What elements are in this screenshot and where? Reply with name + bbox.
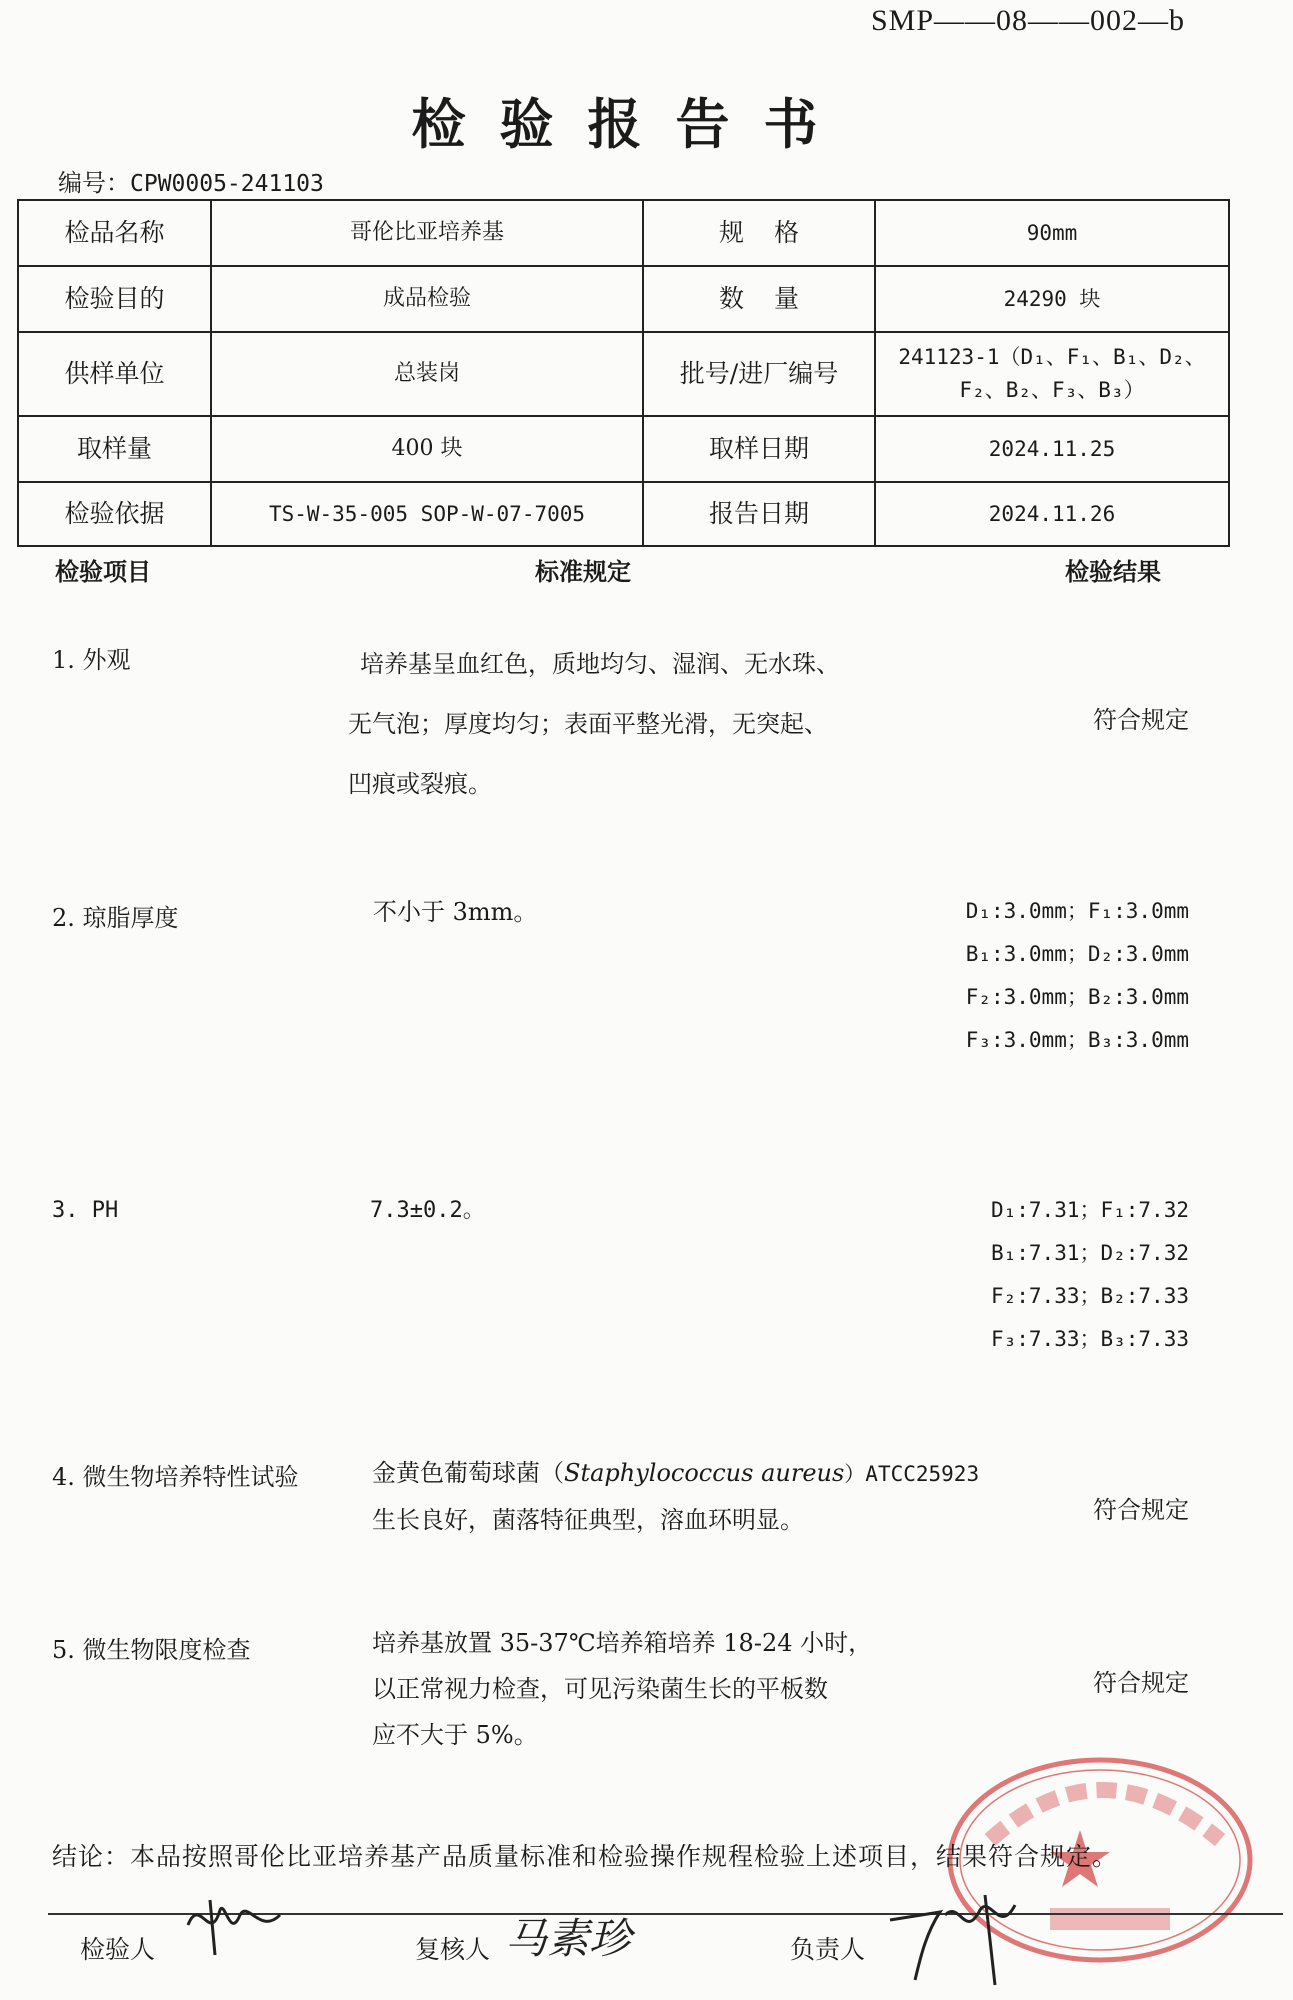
seal-lettering-arc (990, 1790, 1220, 1840)
standard-line (372, 1450, 979, 1497)
inspector-label: 检验人 (80, 1935, 156, 1964)
serial-label: 编号： (58, 169, 130, 197)
standard-line: 凹痕或裂痕。 (348, 770, 492, 798)
purpose-value: 成品检验 (211, 266, 643, 332)
item-results (966, 890, 1189, 1062)
column-header-item: 检验项目 (55, 557, 151, 586)
strain-code: ）ATCC25923 (844, 1462, 980, 1486)
sample-date-label: 取样日期 (643, 416, 875, 482)
result-line: F₃:3.0mm；B₃:3.0mm (965, 1028, 1189, 1052)
standard-line: 以正常视力检查，可见污染菌生长的平板数 (372, 1675, 828, 1703)
supplier-value: 总装岗 (211, 332, 643, 416)
standard-line: 生长良好，菌落特征典型，溶血环明显。 (372, 1506, 804, 1534)
table-row (18, 416, 1229, 482)
table-row (18, 482, 1229, 546)
signature-stroke (945, 1905, 1015, 1921)
batch-line: F₂、B₂、F₃、B₃） (959, 378, 1145, 402)
spec-value: 90mm (875, 200, 1229, 266)
standard-line: 培养基呈血红色，质地均匀、湿润、无水珠、 (360, 650, 840, 678)
sample-label: 取样量 (18, 416, 211, 482)
standard-line: 培养基放置 35-37℃培养箱培养 18-24 小时， (372, 1629, 873, 1657)
report-date-value: 2024.11.26 (875, 482, 1229, 546)
name-value: 哥伦比亚培养基 (211, 200, 643, 266)
basis-value: TS-W-35-005 SOP-W-07-7005 (211, 482, 643, 546)
page-title: 检验报告书 (411, 92, 852, 156)
batch-label: 批号/进厂编号 (643, 332, 875, 416)
signature-stroke (210, 1900, 215, 1955)
item-name: 5. 微生物限度检查 (52, 1636, 251, 1664)
item-standard: 不小于 3mm。 (373, 898, 538, 926)
serial-number (58, 163, 324, 198)
responsible-label: 负责人 (790, 1935, 866, 1964)
qty-label: 数量 (643, 266, 875, 332)
supplier-label: 供样单位 (18, 332, 211, 416)
batch-value (875, 332, 1229, 416)
column-header-standard: 标准规定 (535, 557, 631, 586)
item-standard (372, 1620, 872, 1758)
item-name: 2. 琼脂厚度 (52, 904, 179, 932)
result-line: F₂:3.0mm；B₂:3.0mm (965, 985, 1189, 1009)
basis-label: 检验依据 (18, 482, 211, 546)
signature-stroke (890, 1912, 940, 1980)
item-name: 1. 外观 (52, 646, 131, 674)
result-line: D₁:3.0mm；F₁:3.0mm (965, 899, 1189, 923)
item-name: 3. PH (52, 1198, 119, 1223)
item-name: 4. 微生物培养特性试验 (52, 1463, 299, 1491)
table-row (18, 332, 1229, 416)
item-result: 符合规定 (1093, 1496, 1189, 1524)
batch-line: 241123-1（D₁、F₁、B₁、D₂、 (898, 345, 1206, 370)
table-row (18, 200, 1229, 266)
table-row (18, 266, 1229, 332)
result-line: B₁:7.31；D₂:7.32 (990, 1241, 1189, 1265)
signature-stroke (188, 1908, 280, 1925)
item-standard: 7.3±0.2。 (370, 1198, 485, 1223)
result-line: D₁:7.31；F₁:7.32 (990, 1198, 1189, 1222)
name-label: 检品名称 (18, 200, 211, 266)
item-result: 符合规定 (1093, 1669, 1189, 1697)
result-line: F₃:7.33；B₃:7.33 (990, 1327, 1189, 1351)
column-header-result: 检验结果 (1065, 557, 1161, 586)
seal-lettering-band (1050, 1908, 1170, 1930)
qty-value: 24290 块 (875, 266, 1229, 332)
standard-text: 金黄色葡萄球菌（ (372, 1459, 564, 1487)
info-table (17, 199, 1230, 547)
item-result: 符合规定 (1093, 706, 1189, 734)
inspector-signature (180, 1885, 290, 1965)
item-standard (372, 1450, 979, 1543)
sample-date-value: 2024.11.25 (875, 416, 1229, 482)
result-line: B₁:3.0mm；D₂:3.0mm (965, 942, 1189, 966)
species-name: Staphylococcus aureus (564, 1459, 845, 1487)
item-results (991, 1189, 1189, 1361)
item-standard (348, 634, 840, 814)
conclusion: 结论：本品按照哥伦比亚培养基产品质量标准和检验操作规程检验上述项目，结果符合规定。 (52, 1842, 1119, 1871)
spec-label: 规格 (643, 200, 875, 266)
reviewer-label: 复核人 (415, 1935, 491, 1964)
sample-value: 400 块 (211, 416, 643, 482)
responsible-signature (885, 1880, 1035, 1990)
result-line: F₂:7.33；B₂:7.33 (990, 1284, 1189, 1308)
purpose-label: 检验目的 (18, 266, 211, 332)
report-date-label: 报告日期 (643, 482, 875, 546)
standard-line: 应不大于 5%。 (372, 1721, 538, 1749)
standard-line: 无气泡；厚度均匀；表面平整光滑，无突起、 (348, 710, 828, 738)
document-code: SMP——08——002—b (870, 4, 1185, 37)
reviewer-signature: 马素珍 (505, 1914, 632, 1963)
serial-value: CPW0005-241103 (130, 171, 324, 197)
